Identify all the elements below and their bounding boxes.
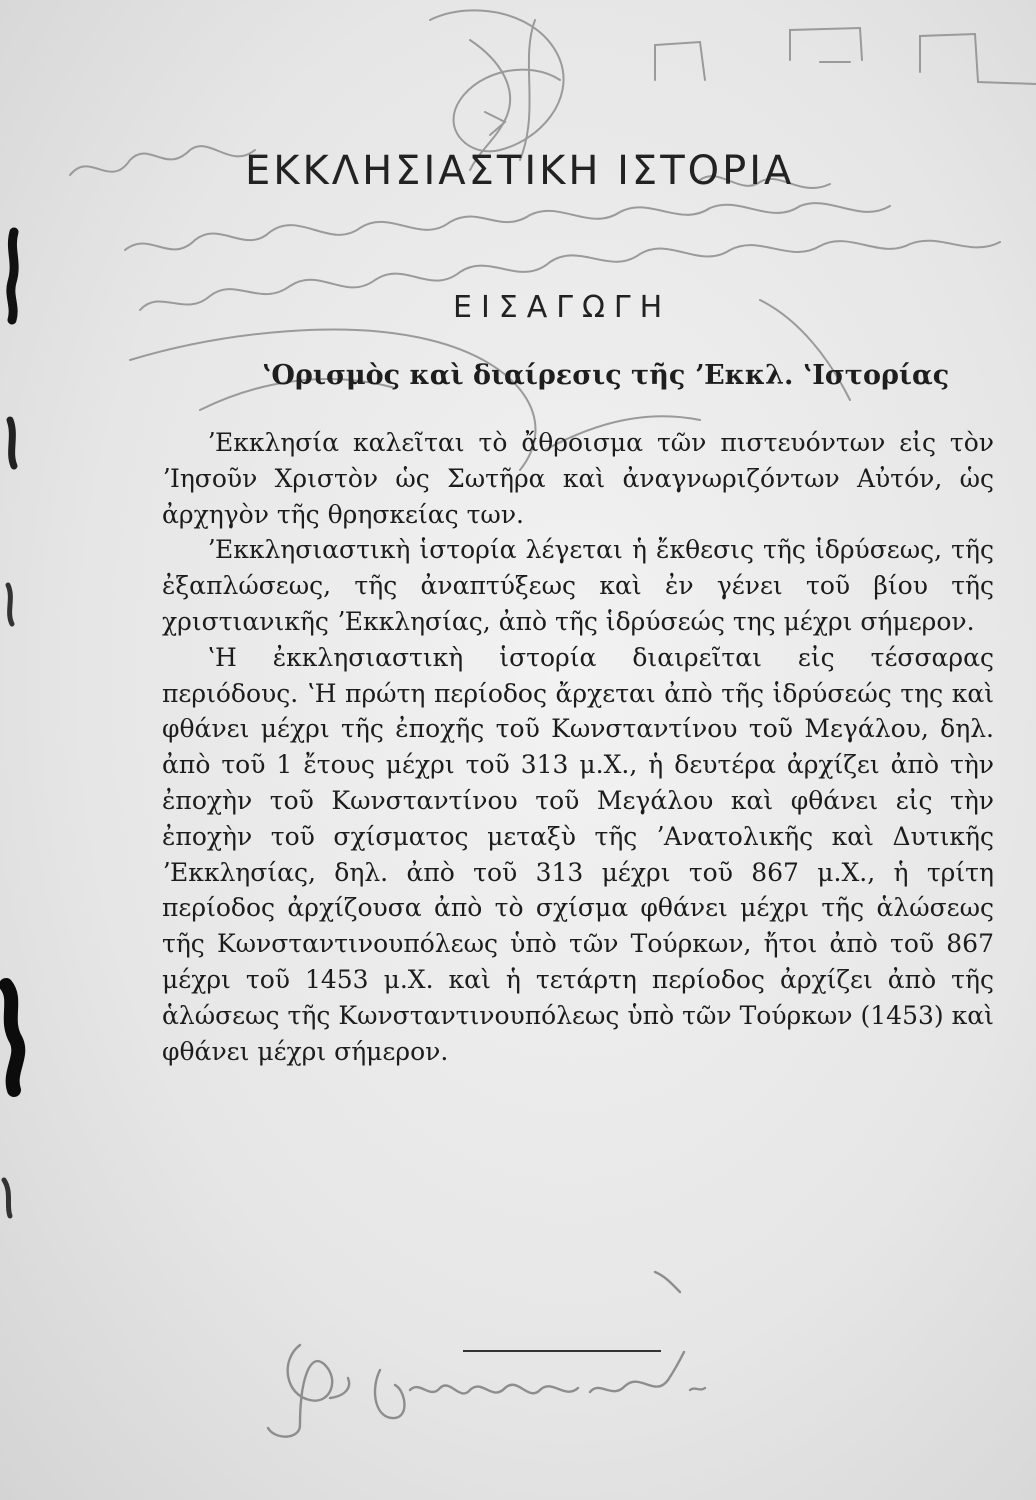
binding-marks-icon xyxy=(0,0,40,1500)
document-subtitle: ΕΙΣΑΓΩΓΗ xyxy=(453,290,672,325)
paragraph-1: ʼΕκκλησία καλεῖται τὸ ἄθροισμα τῶν πιστευόντων εἰς τὸν ʼΙησοῦν Χριστὸν ὡς Σωτῆρα καὶ ἀναγνωριζόντων Αὐτόν, ὡς ἀρχηγὸν τῆς θρησκείας των. xyxy=(162,428,994,529)
paragraph-3: ʽΗ ἐκκλησιαστικὴ ἱστορία διαιρεῖται εἰς τέσσαρας περιόδους. ʽΗ πρώτη περίοδος ἄρχεται ἀπὸ τῆς ἱδρύσεώς της καὶ φθάνει μέχρι τῆς ἐποχῆς τοῦ Κωνσταντίνου τοῦ Μεγάλου, δηλ. ἀπὸ τοῦ 1 ἔτους μέχρι τοῦ 313 μ.Χ., ἡ δευτέρα ἀρχίζει ἀπὸ τὴν ἐποχὴν τοῦ Κωνσταντίνου τοῦ Μεγάλου καὶ φθάνει εἰς τὴν ἐποχὴν τοῦ σχίσματος μεταξὺ τῆς ʼΑνατολικῆς καὶ Δυτικῆς ʼΕκκλησίας, δηλ. ἀπὸ τοῦ 313 μέχρι τοῦ 867 μ.Χ., ἡ τρίτη περίοδος ἀρχίζουσα ἀπὸ τὸ σχίσμα φθάνει μέχρι τῆς ἁλώσεως τῆς Κωνσταντινουπόλεως ὑπὸ τῶν Τούρκων, ἤτοι ἀπὸ τοῦ 867 μέχρι τοῦ 1453 μ.Χ. καὶ ἡ τετάρτη περίοδος ἀρχίζει ἀπὸ τῆς ἁλώσεως τῆς Κωνσταντινουπόλεως ὑπὸ τῶν Τούρκων (1453) καὶ φθάνει μέχρι σήμερον. xyxy=(162,642,994,1066)
body-text xyxy=(162,425,994,1069)
paragraph-2: ʼΕκκλησιαστικὴ ἱστορία λέγεται ἡ ἔκθεσις τῆς ἱδρύσεως, τῆς ἐξαπλώσεως, τῆς ἀναπτύξεως καὶ ἐν γένει τοῦ βίου τῆς χριστιανικῆς ʼΕκκλησίας, ἀπὸ τῆς ἱδρύσεώς της μέχρι σήμερον. xyxy=(162,535,994,636)
section-heading: ʽΟρισμὸς καὶ διαίρεσις τῆς ʼΕκκλ. ʽΙστορίας xyxy=(262,360,950,391)
document-title: ΕΚΚΛΗΣΙΑΣΤΙΚΗ ΙΣΤΟΡΙΑ xyxy=(245,148,795,194)
horizontal-rule xyxy=(463,1350,661,1352)
